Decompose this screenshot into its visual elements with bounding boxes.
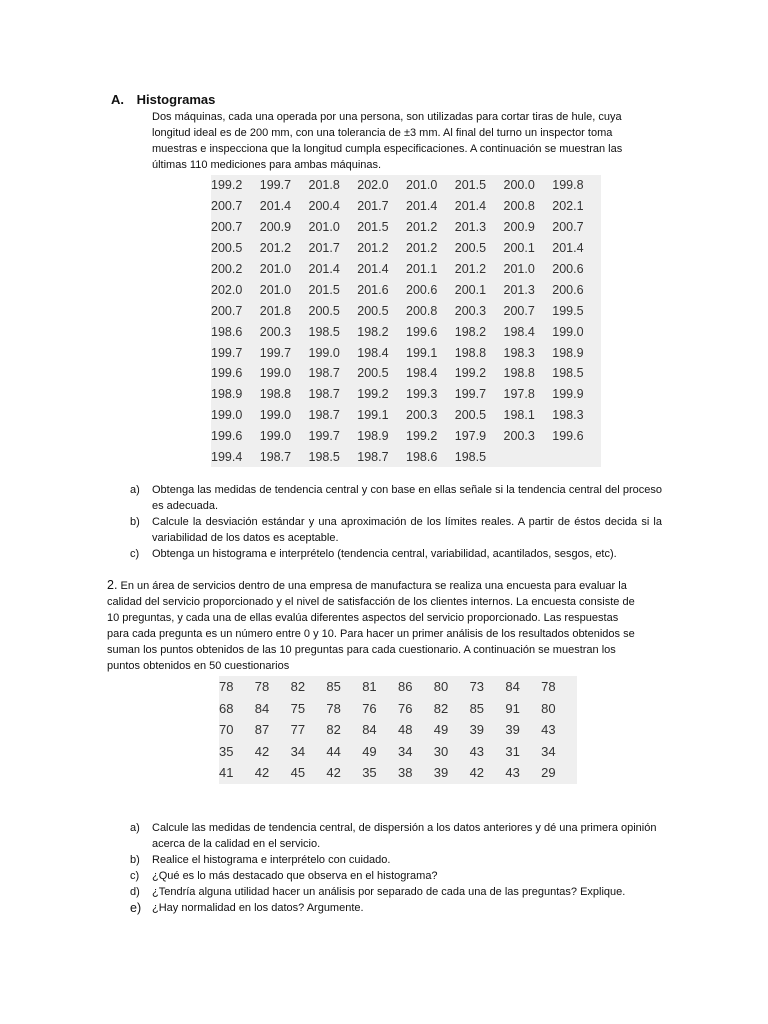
table-cell: 202.0 [211, 282, 243, 297]
table-cell: 200.7 [211, 199, 243, 214]
table-cell: 41 [219, 765, 234, 781]
table-cell: 200.4 [308, 199, 340, 214]
table-cell [504, 447, 553, 468]
table-cell: 198.9 [211, 387, 243, 402]
table-cell: 35 [219, 743, 234, 759]
table-row [211, 217, 601, 238]
table-cell: 200.7 [552, 220, 584, 235]
table-cell: 198.1 [503, 408, 535, 423]
question-text: Obtenga las medidas de tendencia central y con base en ellas señale si la tendencia central del proceso es adecuada. [152, 484, 662, 512]
table-cell: 201.6 [357, 282, 389, 297]
table-cell: 199.0 [308, 345, 340, 360]
table-cell: 199.7 [308, 429, 340, 444]
table-cell: 42 [326, 765, 341, 781]
table-row [211, 405, 601, 426]
table-row [211, 279, 601, 300]
table-cell: 78 [219, 679, 234, 695]
table-cell: 82 [326, 722, 341, 738]
table-cell: 199.0 [259, 429, 292, 444]
table-row [219, 719, 577, 741]
table-cell: 200.8 [503, 199, 535, 214]
table-cell: 198.9 [357, 429, 389, 444]
question-text: Realice el histograma e interprételo con cuidado. [152, 854, 391, 866]
table-cell: 198.7 [357, 450, 389, 465]
table-cell: 84 [505, 679, 520, 695]
table-cell: 34 [290, 743, 306, 759]
question-marker: c) [130, 548, 140, 560]
table-cell: 201.0 [259, 282, 292, 297]
question-item [130, 546, 662, 562]
table-cell: 78 [326, 700, 341, 716]
table-cell: 198.5 [308, 324, 340, 339]
question-marker: c) [130, 870, 140, 882]
table-cell: 200.7 [503, 303, 535, 318]
table-cell: 199.2 [406, 429, 438, 444]
table-cell: 200.3 [259, 324, 292, 339]
table-cell: 199.1 [406, 345, 438, 360]
table-cell: 201.3 [503, 282, 535, 297]
table-cell: 82 [433, 700, 449, 716]
table-cell: 198.8 [259, 387, 292, 402]
table-cell: 200.1 [454, 282, 487, 297]
table-cell: 44 [326, 743, 341, 759]
table-cell: 201.1 [406, 262, 438, 276]
table-cell: 199.0 [259, 366, 292, 381]
section-2-number: 2. [107, 578, 118, 592]
table-cell: 73 [469, 679, 485, 695]
table-cell: 39 [505, 722, 520, 738]
table-cell: 42 [254, 743, 270, 759]
table-cell: 85 [326, 679, 341, 695]
table-cell: 198.8 [454, 345, 487, 360]
table-cell: 43 [469, 743, 485, 759]
table-cell: 31 [505, 743, 520, 759]
table-cell: 198.3 [552, 408, 584, 423]
table-cell: 70 [219, 722, 234, 738]
table-cell: 199.1 [357, 408, 389, 423]
table-cell: 200.5 [211, 241, 243, 256]
table-cell: 200.5 [454, 241, 487, 256]
table-cell: 198.3 [503, 345, 535, 360]
table-cell: 200.8 [406, 303, 438, 318]
table-cell: 200.3 [454, 303, 487, 318]
table-cell: 199.0 [552, 324, 584, 339]
table-cell: 43 [541, 722, 556, 738]
question-marker: e) [130, 901, 142, 915]
question-marker: d) [130, 886, 140, 898]
table-cell: 201.7 [308, 241, 340, 256]
table-row [211, 447, 601, 468]
table-cell: 87 [254, 722, 270, 738]
table-cell: 200.3 [406, 408, 438, 423]
table-cell: 198.2 [454, 324, 487, 339]
table-cell: 201.4 [357, 262, 389, 276]
table-cell: 199.0 [211, 408, 243, 423]
table-cell: 199.9 [552, 387, 584, 402]
table-cell: 30 [433, 743, 449, 759]
table-row [211, 384, 601, 405]
table-cell: 200.0 [503, 178, 535, 193]
table-cell: 199.7 [211, 345, 243, 360]
table-cell: 201.0 [503, 262, 535, 276]
question-item [130, 482, 662, 514]
table-cell: 201.2 [357, 241, 389, 256]
table-cell: 200.5 [357, 303, 389, 318]
table-cell: 199.3 [406, 387, 438, 402]
table-cell: 197.9 [454, 429, 487, 444]
table-cell: 202.0 [357, 178, 389, 193]
table-cell: 199.7 [454, 387, 487, 402]
question-marker: b) [130, 854, 140, 866]
table-row [211, 321, 601, 342]
table-cell: 201.0 [406, 178, 438, 193]
table-cell: 199.5 [552, 303, 584, 318]
table-cell: 75 [290, 700, 306, 716]
table-cell: 202.1 [552, 199, 584, 214]
question-marker: b) [130, 516, 140, 528]
table-cell: 34 [541, 743, 556, 759]
table-cell: 76 [397, 700, 413, 716]
table-cell: 198.7 [308, 387, 340, 402]
table-cell: 38 [397, 765, 413, 781]
table-cell: 198.5 [308, 450, 340, 465]
table-cell: 201.0 [308, 220, 340, 235]
question-marker: a) [130, 822, 140, 834]
table-cell: 48 [397, 722, 413, 738]
table-cell: 49 [433, 722, 449, 738]
question-text: ¿Hay normalidad en los datos? Argumente. [152, 902, 364, 914]
survey-scores-table [219, 676, 577, 784]
table-row [219, 676, 577, 698]
table-cell: 35 [362, 765, 377, 781]
table-cell: 29 [541, 765, 556, 781]
table-cell: 200.7 [211, 220, 243, 235]
table-cell: 199.6 [552, 429, 584, 444]
table-cell: 200.6 [552, 262, 584, 276]
table-cell: 91 [505, 700, 520, 716]
section-a-questions [130, 482, 662, 562]
table-cell: 201.4 [406, 199, 438, 214]
question-text: ¿Tendría alguna utilidad hacer un análisis por separado de cada una de las preguntas? Explique. [152, 886, 626, 898]
table-cell: 198.9 [552, 345, 584, 360]
table-row [211, 342, 601, 363]
question-item [130, 514, 662, 546]
table-row [211, 300, 601, 321]
table-cell: 198.5 [454, 450, 487, 465]
table-row [211, 363, 601, 384]
question-text: Calcule las medidas de tendencia central, de dispersión a los datos anteriores y dé una primera opinión acerca de la calidad en el servicio. [152, 822, 657, 850]
table-cell: 199.8 [552, 178, 584, 193]
table-cell: 201.7 [357, 199, 389, 214]
table-cell: 39 [469, 722, 485, 738]
table-cell: 201.5 [454, 178, 487, 193]
question-item [130, 884, 662, 900]
table-cell: 199.0 [259, 408, 292, 423]
table-cell: 201.3 [454, 220, 487, 235]
table-row [219, 698, 577, 720]
table-cell: 199.2 [454, 366, 487, 381]
section-2-questions [130, 820, 662, 916]
section-a-title: Histogramas [136, 92, 216, 107]
table-cell: 199.2 [357, 387, 389, 402]
section-2-text: En un área de servicios dentro de una empresa de manufactura se realiza una encuesta para evaluar la calidad del servicio proporcionado y el nivel de satisfacción de los clientes internos. La encuesta consiste de 10 preguntas, y cada una de ellas evalúa diferentes aspectos del servicio proporcionado. Las respuestas para cada pregunta es un número entre 0 y 10. Para hacer un primer análisis de los resultados obtenidos se suman los puntos obtenidos de las 10 preguntas para cada cuestionario. A continuación se muestran los puntos obtenidos en 50 cuestionarios [107, 580, 635, 672]
table-cell: 199.7 [259, 345, 292, 360]
table-cell: 86 [397, 679, 413, 695]
table-cell: 199.7 [259, 178, 292, 193]
question-text: Calcule la desviación estándar y una aproximación de los límites reales. A partir de éstos decida si la variabilidad de los datos es aceptable. [152, 516, 662, 544]
table-cell: 201.4 [308, 262, 340, 276]
table-row [211, 426, 601, 447]
table-cell: 198.6 [406, 450, 438, 465]
table-row [211, 238, 601, 259]
table-cell: 201.4 [552, 241, 584, 256]
table-cell: 199.6 [406, 324, 438, 339]
table-cell: 45 [290, 765, 306, 781]
table-row [219, 762, 577, 784]
table-cell: 198.4 [406, 366, 438, 381]
question-marker: a) [130, 484, 140, 496]
table-cell: 85 [469, 700, 485, 716]
table-cell: 199.2 [211, 178, 243, 193]
table-cell: 198.4 [503, 324, 535, 339]
table-cell: 200.5 [308, 303, 340, 318]
table-cell: 200.5 [357, 366, 389, 381]
table-cell: 200.3 [503, 429, 535, 444]
table-cell: 200.1 [503, 241, 535, 256]
table-cell: 42 [254, 765, 270, 781]
table-cell: 77 [290, 722, 306, 738]
question-item [130, 900, 662, 916]
table-cell: 200.9 [503, 220, 535, 235]
table-cell: 49 [362, 743, 377, 759]
table-cell: 42 [469, 765, 485, 781]
table-row [219, 741, 577, 763]
question-text: Obtenga un histograma e interprételo (tendencia central, variabilidad, acantilados, sesgos, etc). [152, 548, 617, 560]
table-cell: 201.2 [406, 220, 438, 235]
table-cell: 201.4 [454, 199, 487, 214]
table-row [211, 196, 601, 217]
table-cell: 199.6 [211, 429, 243, 444]
table-cell: 84 [362, 722, 377, 738]
table-row [211, 175, 601, 196]
question-item [130, 852, 662, 868]
question-text: ¿Qué es lo más destacado que observa en el histograma? [152, 870, 438, 882]
table-cell: 201.2 [454, 262, 487, 276]
table-cell: 198.2 [357, 324, 389, 339]
table-cell: 201.2 [406, 241, 438, 256]
table-cell: 198.7 [308, 366, 340, 381]
table-cell: 200.7 [211, 303, 243, 318]
table-cell: 198.6 [211, 324, 243, 339]
table-cell: 198.8 [503, 366, 535, 381]
table-cell: 34 [397, 743, 413, 759]
table-cell: 201.2 [259, 241, 292, 256]
table-cell [552, 447, 601, 468]
section-a-intro: Dos máquinas, cada una operada por una persona, son utilizadas para cortar tiras de hule, cuya longitud ideal es de 200 mm, con una tolerancia de ±3 mm. Al final del turno un inspector toma muestras e inspecciona que la longitud cumpla especificaciones. A continuación se muestran las últimas 110 mediciones para ambas máquinas. [152, 111, 623, 171]
table-cell: 201.8 [308, 178, 340, 193]
table-cell: 199.4 [211, 450, 243, 465]
table-cell: 200.6 [406, 282, 438, 297]
table-cell: 200.9 [259, 220, 292, 235]
table-cell: 76 [362, 700, 377, 716]
table-cell: 201.4 [259, 199, 292, 214]
table-cell: 78 [254, 679, 270, 695]
table-cell: 78 [541, 679, 556, 695]
section-2-intro [107, 577, 635, 674]
table-cell: 200.6 [552, 282, 584, 297]
table-cell: 197.8 [503, 387, 535, 402]
question-item [130, 820, 662, 852]
table-cell: 80 [433, 679, 449, 695]
table-cell: 43 [505, 765, 520, 781]
table-cell: 39 [433, 765, 449, 781]
table-cell: 80 [541, 700, 556, 716]
table-cell: 201.5 [308, 282, 340, 297]
section-a-heading [111, 92, 215, 107]
table-cell: 198.7 [259, 450, 292, 465]
table-cell: 198.7 [308, 408, 340, 423]
table-cell: 81 [362, 679, 377, 695]
table-cell: 84 [254, 700, 270, 716]
table-cell: 82 [290, 679, 306, 695]
table-cell: 200.2 [211, 262, 243, 276]
table-cell: 198.5 [552, 366, 584, 381]
section-a-label: A. [111, 92, 124, 107]
measurements-table [211, 175, 601, 467]
table-cell: 198.4 [357, 345, 389, 360]
table-cell: 199.6 [211, 366, 243, 381]
table-cell: 201.8 [259, 303, 292, 318]
table-cell: 200.5 [454, 408, 487, 423]
table-cell: 201.5 [357, 220, 389, 235]
table-row [211, 259, 601, 280]
table-cell: 68 [219, 700, 234, 716]
question-item [130, 868, 662, 884]
table-cell: 201.0 [259, 262, 292, 276]
